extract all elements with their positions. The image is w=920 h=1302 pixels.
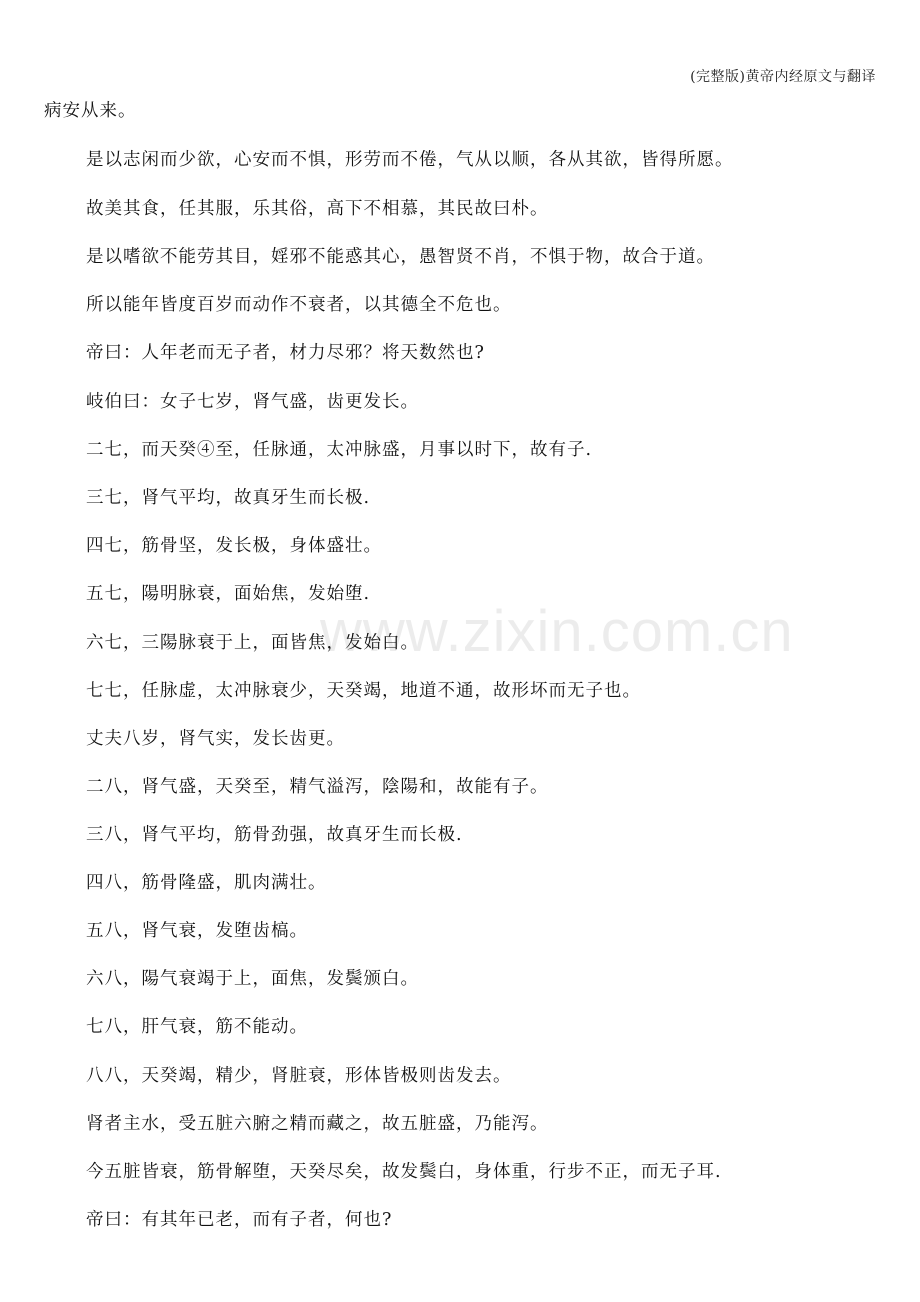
text-line: 五八，肾气衰，发堕齿槁。 [86,921,308,941]
text-line: 肾者主水，受五脏六腑之精而藏之，故五脏盛，乃能泻。 [86,1114,549,1134]
text-line: 二八，肾气盛，天癸至，精气溢泻，陰陽和，故能有子。 [86,777,549,797]
text-line: 帝曰：有其年已老，而有子者，何也? [86,1210,393,1230]
text-line: 三八，肾气平均，筋骨劲强，故真牙生而长极. [86,825,463,845]
text-line: 八八，天癸竭，精少，肾脏衰，形体皆极则齿发去。 [86,1066,512,1086]
text-line: 二七，而天癸④至，任脉通，太冲脉盛，月事以时下，故有子. [86,440,593,460]
text-line: 病安从来。 [44,101,137,121]
text-line: 所以能年皆度百岁而动作不衰者，以其德全不危也。 [86,295,512,315]
text-line: 四八，筋骨隆盛，肌肉满壮。 [86,873,327,893]
text-line: 五七，陽明脉衰，面始焦，发始堕. [86,584,371,604]
text-line: 四七，筋骨坚，发长极，身体盛壮。 [86,536,382,556]
text-line: 丈夫八岁，肾气实，发长齿更。 [86,729,345,749]
text-line: 故美其食，任其服，乐其俗，高下不相慕，其民故曰朴。 [86,199,549,219]
text-line: 今五脏皆衰，筋骨解堕，天癸尽矣，故发鬓白，身体重，行步不正，而无子耳. [86,1162,722,1182]
text-line: 七七，任脉虚，太冲脉衰少，天癸竭，地道不通，故形坏而无子也。 [86,681,641,701]
text-line: 是以志闲而少欲，心安而不惧，形劳而不倦，气从以顺，各从其欲，皆得所愿。 [86,150,734,170]
page-header: (完整版)黄帝内经原文与翻译 [690,69,876,85]
text-line: 帝曰：人年老而无子者，材力尽邪？将天数然也? [86,343,485,363]
text-line: 七八，肝气衰，筋不能动。 [86,1017,308,1037]
text-line: 是以嗜欲不能劳其目，婬邪不能惑其心，愚智贤不肖，不惧于物，故合于道。 [86,247,715,267]
watermark: www.zixin.com.cn [320,599,794,664]
text-line: 岐伯曰：女子七岁，肾气盛，齿更发长。 [86,392,419,412]
text-line: 三七，肾气平均，故真牙生而长极. [86,488,371,508]
text-line: 六七，三陽脉衰于上，面皆焦，发始白。 [86,633,419,653]
text-line: 六八，陽气衰竭于上，面焦，发鬓颁白。 [86,969,419,989]
